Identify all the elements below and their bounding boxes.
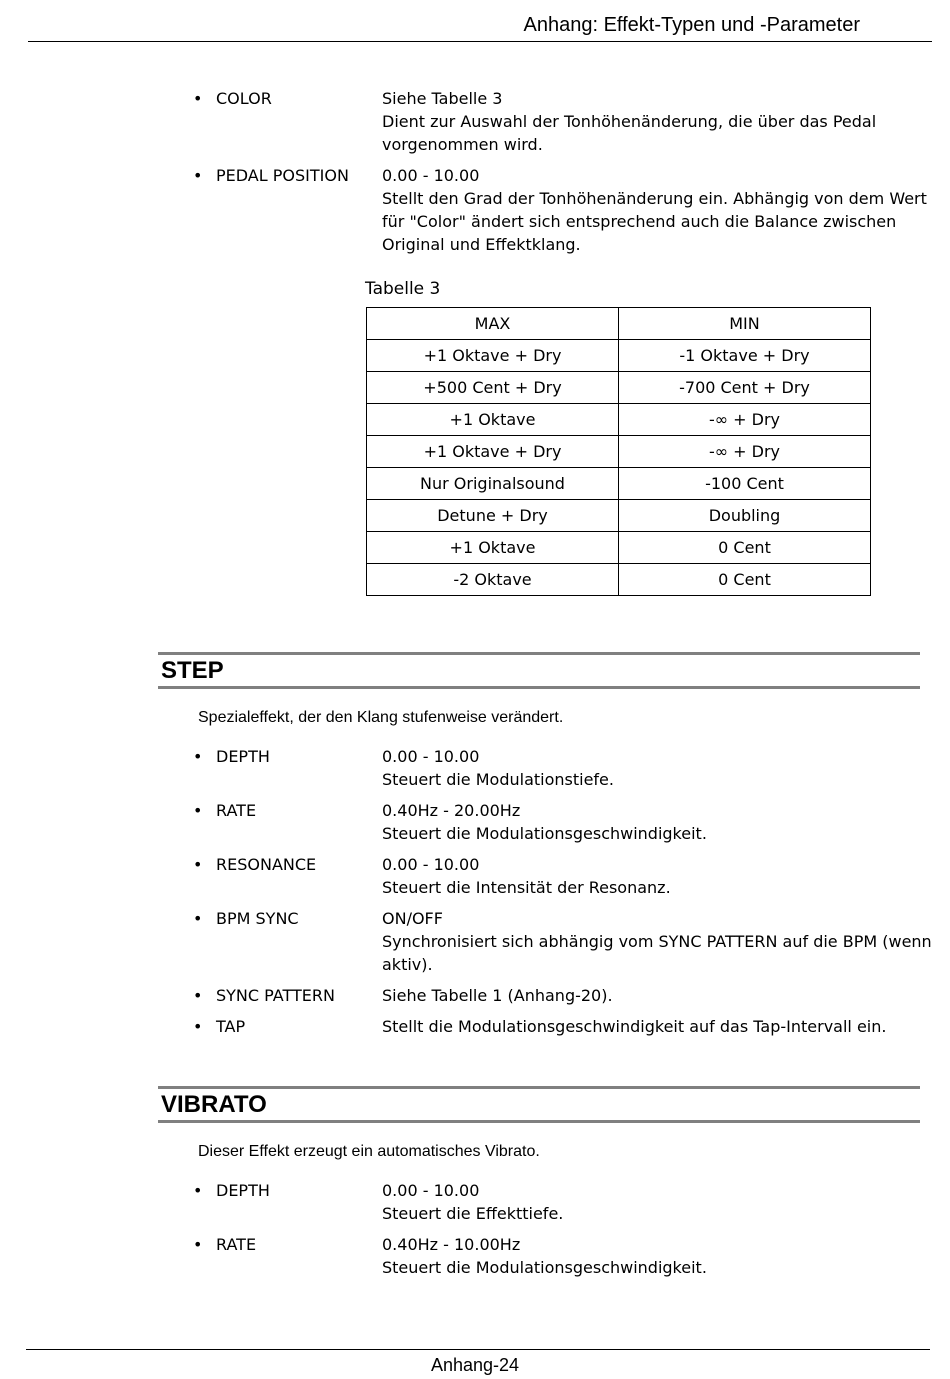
param-description — [382, 745, 933, 791]
cell-max: Detune + Dry — [367, 500, 619, 532]
cell-min: -700 Cent + Dry — [619, 372, 871, 404]
table-row — [367, 500, 871, 532]
param-description — [382, 984, 933, 1007]
cell-min: -∞ + Dry — [619, 436, 871, 468]
param-text: Steuert die Modulationstiefe. — [382, 770, 614, 789]
param-value: ON/OFF — [382, 909, 443, 928]
param-value: 0.00 - 10.00 — [382, 747, 480, 766]
table-caption: Tabelle 3 — [365, 279, 441, 299]
cell-min: Doubling — [619, 500, 871, 532]
param-text: Steuert die Effekttiefe. — [382, 1204, 564, 1223]
param-item — [193, 799, 933, 845]
section-title: VIBRATO — [161, 1091, 267, 1118]
cell-min: -∞ + Dry — [619, 404, 871, 436]
bullet: • — [193, 909, 203, 928]
bullet: • — [193, 986, 203, 1005]
cell-min: -100 Cent — [619, 468, 871, 500]
bullet: • — [193, 89, 203, 108]
cell-max: +500 Cent + Dry — [367, 372, 619, 404]
param-text: Stellt die Modulationsgeschwindigkeit auf das Tap-Intervall ein. — [382, 1017, 887, 1036]
param-text: Steuert die Modulationsgeschwindigkeit. — [382, 1258, 707, 1277]
param-item — [193, 1179, 933, 1225]
param-value: 0.40Hz - 10.00Hz — [382, 1235, 521, 1254]
param-list-vibrato — [193, 1179, 933, 1287]
param-description — [382, 87, 933, 156]
header-divider — [28, 41, 932, 42]
param-item — [193, 1015, 933, 1038]
param-text: Steuert die Modulationsgeschwindigkeit. — [382, 824, 707, 843]
page-number: Anhang-24 — [430, 1355, 520, 1375]
cell-min: 0 Cent — [619, 532, 871, 564]
param-item — [193, 1233, 933, 1279]
param-value: 0.00 - 10.00 — [382, 1181, 480, 1200]
param-item — [193, 87, 933, 156]
param-value: 0.00 - 10.00 — [382, 166, 480, 185]
footer-divider — [26, 1349, 930, 1350]
cell-max: +1 Oktave + Dry — [367, 340, 619, 372]
column-header: MAX — [367, 308, 619, 340]
cell-max: +1 Oktave — [367, 532, 619, 564]
param-name: COLOR — [216, 89, 272, 108]
table-row — [367, 532, 871, 564]
param-description — [382, 1233, 933, 1279]
param-name: RESONANCE — [216, 855, 317, 874]
param-value: Siehe Tabelle 3 — [382, 89, 503, 108]
param-item — [193, 164, 933, 256]
bullet: • — [193, 855, 203, 874]
param-text: Siehe Tabelle 1 (Anhang-20). — [382, 986, 613, 1005]
param-name: BPM SYNC — [216, 909, 299, 928]
param-value: 0.00 - 10.00 — [382, 855, 480, 874]
cell-min: 0 Cent — [619, 564, 871, 596]
param-description — [382, 853, 933, 899]
param-name: SYNC PATTERN — [216, 986, 335, 1005]
column-header: MIN — [619, 308, 871, 340]
param-name: PEDAL POSITION — [216, 166, 349, 185]
param-name: TAP — [216, 1017, 246, 1036]
param-item — [193, 984, 933, 1007]
cell-max: +1 Oktave + Dry — [367, 436, 619, 468]
param-text: Dient zur Auswahl der Tonhöhenänderung, die über das Pedal vorgenommen wird. — [382, 112, 877, 154]
param-value: 0.40Hz - 20.00Hz — [382, 801, 521, 820]
bullet: • — [193, 1017, 203, 1036]
section-intro: Dieser Effekt erzeugt ein automatisches Vibrato. — [198, 1143, 540, 1160]
bullet: • — [193, 1181, 203, 1200]
table-row — [367, 468, 871, 500]
table-row — [367, 404, 871, 436]
page-header-title: Anhang: Effekt-Typen und -Parameter — [523, 14, 860, 36]
param-list-top — [193, 87, 933, 264]
table-row — [367, 372, 871, 404]
cell-max: +1 Oktave — [367, 404, 619, 436]
param-text: Steuert die Intensität der Resonanz. — [382, 878, 671, 897]
section-intro: Spezialeffekt, der den Klang stufenweise verändert. — [198, 709, 564, 726]
cell-max: Nur Originalsound — [367, 468, 619, 500]
section-heading-step — [158, 652, 920, 689]
section-heading-vibrato — [158, 1086, 920, 1123]
param-name: DEPTH — [216, 1181, 270, 1200]
bullet: • — [193, 166, 203, 185]
param-text: Stellt den Grad der Tonhöhenänderung ein. Abhängig von dem Wert für "Color" ändert sich entsprechend auch die Balance zwischen Original und Effektklang. — [382, 189, 927, 254]
bullet: • — [193, 1235, 203, 1254]
section-title: STEP — [161, 657, 224, 684]
table-row — [367, 340, 871, 372]
table-3 — [366, 307, 871, 596]
param-description — [382, 907, 933, 976]
param-name: DEPTH — [216, 747, 270, 766]
param-item — [193, 907, 933, 976]
table-header-row — [367, 308, 871, 340]
param-description — [382, 1179, 933, 1225]
param-item — [193, 853, 933, 899]
table-row — [367, 436, 871, 468]
bullet: • — [193, 747, 203, 766]
param-item — [193, 745, 933, 791]
param-description — [382, 1015, 933, 1038]
param-list-step — [193, 745, 933, 1046]
param-name: RATE — [216, 801, 257, 820]
cell-max: -2 Oktave — [367, 564, 619, 596]
param-text: Synchronisiert sich abhängig vom SYNC PATTERN auf die BPM (wenn aktiv). — [382, 932, 932, 974]
cell-min: -1 Oktave + Dry — [619, 340, 871, 372]
bullet: • — [193, 801, 203, 820]
param-description — [382, 799, 933, 845]
param-description — [382, 164, 933, 256]
param-name: RATE — [216, 1235, 257, 1254]
table-row — [367, 564, 871, 596]
table-body — [367, 340, 871, 596]
